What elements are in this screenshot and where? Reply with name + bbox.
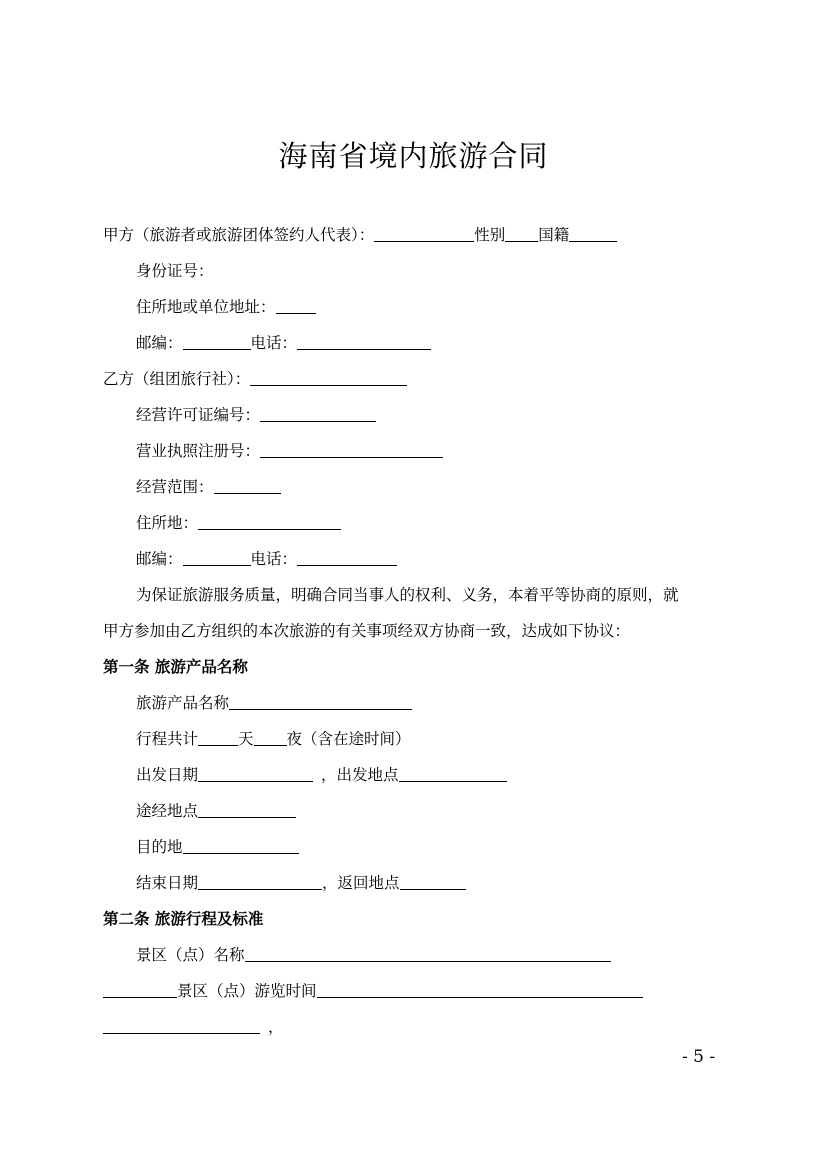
business-scope-blank (214, 477, 281, 494)
nights-suffix: 夜（含在途时间） (286, 730, 411, 748)
trailing-comma: ， (268, 1018, 284, 1036)
party-a-postcode-label: 邮编： (136, 334, 183, 352)
party-a-line (103, 224, 617, 246)
party-b-postcode-label: 邮编： (136, 550, 183, 568)
business-scope-label: 经营范围： (136, 478, 214, 496)
nights-blank (254, 729, 287, 746)
party-b-name-blank (250, 369, 407, 386)
continuation-blank (103, 1017, 260, 1034)
product-name-line (136, 692, 412, 714)
departure-date-label: 出发日期 (136, 766, 199, 784)
party-a-address-line (136, 296, 316, 318)
end-line (136, 872, 466, 894)
party-a-phone-label: 电话： (250, 334, 298, 352)
party-b-contact-line (136, 548, 397, 570)
party-a-address-blank (276, 297, 316, 314)
license-number-label: 经营许可证编号： (136, 406, 261, 424)
end-date-label: 结束日期 (136, 874, 199, 892)
party-a-phone-blank (297, 333, 431, 350)
party-b-phone-label: 电话： (250, 550, 298, 568)
party-a-address-label: 住所地或单位地址： (136, 298, 276, 316)
days-blank (198, 729, 238, 746)
id-number-label: 身份证号： (136, 262, 214, 280)
destination-label: 目的地 (136, 838, 183, 856)
itinerary-duration-line (136, 728, 411, 750)
destination-line (136, 836, 299, 858)
party-b-postcode-blank (183, 549, 251, 566)
party-a-postcode-blank (183, 333, 251, 350)
via-blank (198, 801, 296, 818)
via-label: 途经地点 (136, 802, 199, 820)
product-name-label: 旅游产品名称 (136, 694, 230, 712)
business-registration-blank (260, 441, 443, 458)
via-line (136, 800, 296, 822)
preamble-line-1: 为保证旅游服务质量，明确合同当事人的权利、义务，本着平等协商的原则，就 (136, 586, 679, 604)
destination-blank (183, 837, 299, 854)
gender-label: 性别 (474, 226, 506, 244)
party-b-label: 乙方（组团旅行社）： (103, 370, 251, 388)
scenic-name-label: 景区（点）名称 (136, 946, 245, 964)
departure-place-label: ，出发地点 (321, 766, 399, 784)
days-label: 天 (238, 730, 254, 748)
article-2-heading: 第二条 旅游行程及标准 (103, 910, 264, 928)
party-b-address-line (136, 512, 341, 534)
itinerary-prefix: 行程共计 (136, 730, 199, 748)
return-place-label: ，返回地点 (322, 874, 400, 892)
page-number: - 5 - (682, 1047, 716, 1067)
party-a-name-blank (374, 225, 474, 242)
product-name-blank (229, 693, 412, 710)
party-b-scope-line (136, 476, 281, 498)
scenic-time-lead-blank (103, 981, 177, 998)
preamble-line-2: 甲方参加由乙方组织的本次旅游的有关事项经双方协商一致，达成如下协议： (103, 622, 631, 640)
continuation-line (103, 1016, 284, 1038)
scenic-time-label: 景区（点）游览时间 (177, 982, 317, 1000)
party-b-address-label: 住所地： (136, 514, 199, 532)
departure-place-blank (399, 765, 507, 782)
scenic-time-line (103, 980, 643, 1002)
return-place-blank (400, 873, 466, 890)
scenic-name-blank (245, 945, 611, 962)
scenic-time-blank (317, 981, 643, 998)
gender-blank (505, 225, 538, 242)
party-b-registration-line (136, 440, 443, 462)
business-registration-label: 营业执照注册号： (136, 442, 261, 460)
nationality-label: 国籍 (538, 226, 570, 244)
party-b-license-line (136, 404, 376, 426)
departure-date-blank (198, 765, 313, 782)
party-b-address-blank (198, 513, 341, 530)
end-date-blank (198, 873, 322, 890)
party-b-line (103, 368, 407, 390)
party-a-id-line (136, 260, 214, 282)
party-a-label: 甲方（旅游者或旅游团体签约人代表）： (103, 226, 375, 244)
nationality-blank (569, 225, 617, 242)
document-title: 海南省境内旅游合同 (278, 139, 549, 173)
scenic-name-line (136, 944, 611, 966)
article-1-heading: 第一条 旅游产品名称 (103, 658, 248, 676)
party-b-phone-blank (297, 549, 397, 566)
party-a-contact-line (136, 332, 431, 354)
license-number-blank (260, 405, 376, 422)
departure-line (136, 764, 507, 786)
